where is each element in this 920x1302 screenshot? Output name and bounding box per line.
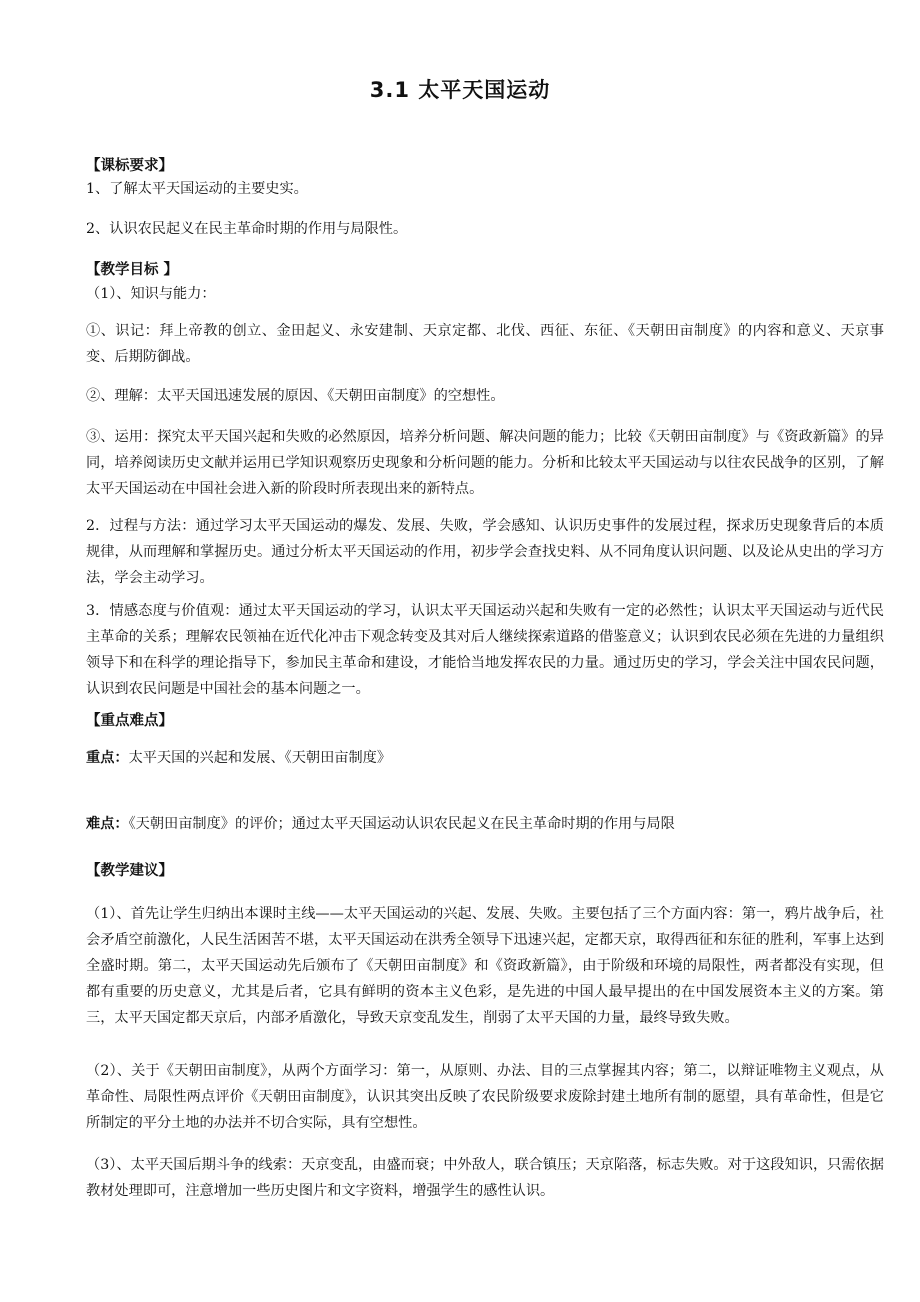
- page-title: 3.1 太平天国运动: [369, 78, 551, 102]
- goal-paragraph-apply: ③、运用：探究太平天国兴起和失败的必然原因，培养分析问题、解决问题的能力；比较《天朝田亩制度》与《资政新篇》的异同，培养阅读历史文献并运用已学知识观察历史现象和分析问题的能力。分析和比较太平天国运动与以往农民战争的区别，了解太平天国运动在中国社会进入新的阶段时所表现出来的新特点。: [86, 429, 884, 497]
- suggestion-paragraph-3: （3）、太平天国后期斗争的线索：天京变乱，由盛而衰；中外敌人，联合镇压；天京陷落，标志失败。对于这段知识，只需依据教材处理即可，注意增加一些历史图片和文字资料，增强学生的感性认识。: [86, 1157, 884, 1199]
- key-points-heading: 【重点难点】: [86, 712, 173, 729]
- course-requirements-heading: 【课标要求】: [86, 157, 173, 174]
- goal-paragraph-process: 2．过程与方法：通过学习太平天国运动的爆发、发展、失败，学会感知、认识历史事件的发展过程，探求历史现象背后的本质规律，从而理解和掌握历史。通过分析太平天国运动的作用，初步学会查找史料、从不同角度认识问题、以及论从史出的学习方法，学会主动学习。: [86, 518, 884, 586]
- teaching-goals-heading: 【教学目标 】: [86, 261, 179, 278]
- suggestion-paragraph-1: （1）、首先让学生归纳出本课时主线——太平天国运动的兴起、发展、失败。主要包括了三个方面内容：第一，鸦片战争后，社会矛盾空前激化，人民生活困苦不堪，太平天国运动在洪秀全领导下迅速兴起，定都天京，取得西征和东征的胜利，军事上达到全盛时期。第二，太平天国运动先后颁布了《天朝田亩制度》和《资政新篇》，由于阶级和环境的局限性，两者都没有实现，但都有重要的历史意义，尤其是后者，它具有鲜明的资本主义色彩，是先进的中国人最早提出的在中国发展资本主义的方案。第三，太平天国定都天京后，内部矛盾激化，导致天京变乱发生，削弱了太平天国的力量，最终导致失败。: [86, 906, 884, 1026]
- difficulty-text: 《天朝田亩制度》的评价；通过太平天国运动认识农民起义在民主革命时期的作用与局限: [128, 816, 675, 832]
- key-point-text: 太平天国的兴起和发展、《天朝田亩制度》: [128, 750, 392, 766]
- goal-paragraph-values: 3．情感态度与价值观：通过太平天国运动的学习，认识太平天国运动兴起和失败有一定的必然性；认识太平天国运动与近代民主革命的关系；理解农民领袖在近代化冲击下观念转变及其对后人继续探索道路的借鉴意义；认识到农民必须在先进的力量组织领导下和在科学的理论指导下，参加民主革命和建设，才能恰当地发挥农民的力量。通过历史的学习，学会关注中国农民问题，认识到农民问题是中国社会的基本问题之一。: [86, 603, 884, 697]
- requirement-item-1: 1、了解太平天国运动的主要史实。: [86, 181, 308, 197]
- teaching-suggestions-heading: 【教学建议】: [86, 862, 173, 879]
- key-point-line: [86, 745, 884, 771]
- goal-paragraph-memorize: ①、识记：拜上帝教的创立、金田起义、永安建制、天京定都、北伐、西征、东征、《天朝田亩制度》的内容和意义、天京事变、后期防御战。: [86, 323, 884, 365]
- goal-subheading-knowledge: （1）、知识与能力：: [86, 286, 216, 302]
- requirement-item-2: 2、认识农民起义在民主革命时期的作用与局限性。: [86, 221, 408, 237]
- difficulty-label: 难点：: [86, 816, 129, 832]
- goal-paragraph-understand: ②、理解：太平天国迅速发展的原因、《天朝田亩制度》的空想性。: [86, 388, 505, 404]
- difficulty-line: [86, 811, 884, 837]
- suggestion-paragraph-2: （2）、关于《天朝田亩制度》，从两个方面学习：第一，从原则、办法、目的三点掌握其内容；第二，以辩证唯物主义观点，从革命性、局限性两点评价《天朝田亩制度》，认识其突出反映了农民阶级要求废除封建土地所有制的愿望，具有革命性，但是它所制定的平分土地的办法并不切合实际，具有空想性。: [86, 1063, 884, 1131]
- key-point-label: 重点：: [86, 750, 129, 766]
